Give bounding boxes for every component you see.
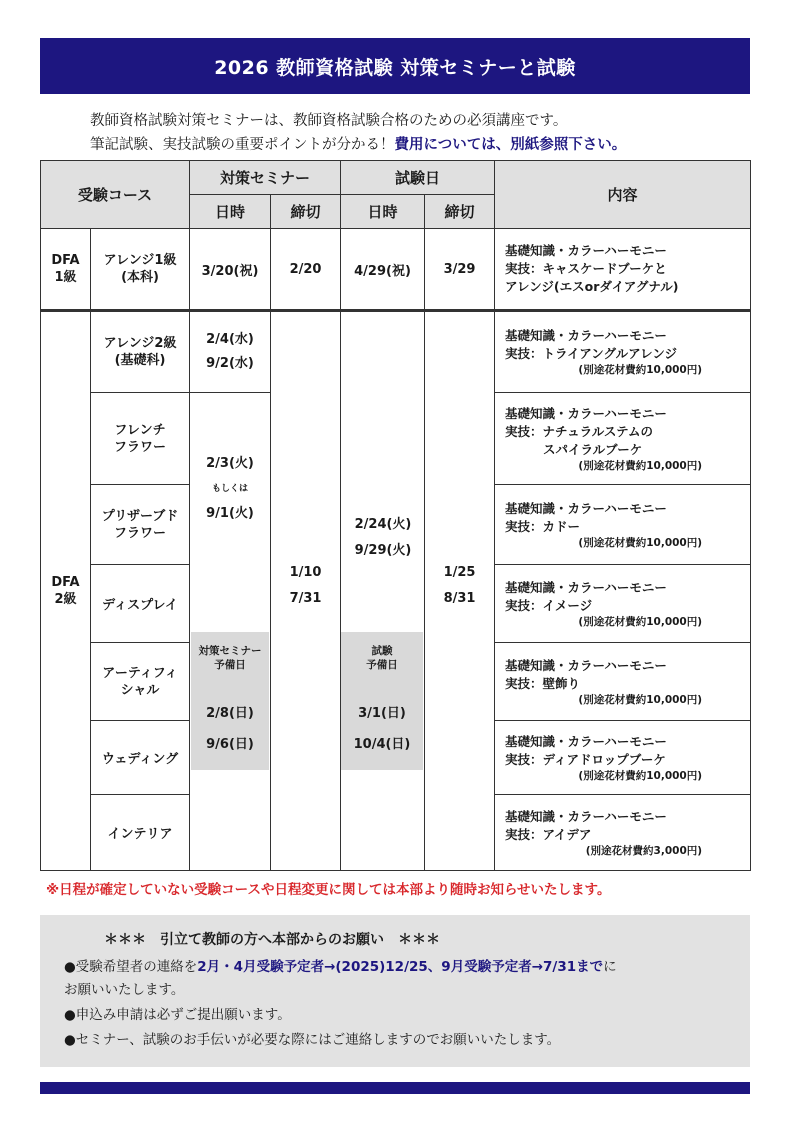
dfa2-exam-dates — [341, 512, 425, 564]
request-heading: ＊＊＊ 引立て教師の方へ本部からのお願い ＊＊＊ — [104, 932, 440, 948]
content-note: (別途花材費約10,000円) — [578, 615, 703, 628]
exam-reserve-box — [341, 632, 423, 770]
content-cell — [495, 795, 751, 871]
dfa1-seminar-date: 3/20(祝) — [190, 229, 271, 311]
content-cell — [495, 643, 751, 721]
common-seminar-date-2: 9/1(火) — [206, 506, 254, 521]
page-title: 2026 教師資格試験 対策セミナーと試験 — [40, 38, 750, 94]
content-cell — [495, 565, 751, 643]
request-item-1-cont: お願いいたします。 — [64, 982, 185, 998]
content-line-3: スパイラルブーケ — [543, 441, 643, 457]
table-row — [41, 311, 751, 393]
content-note: (別途花材費約10,000円) — [578, 459, 703, 472]
intro-line-2-text: 筆記試験、実技試験の重要ポイントが分かる！ — [90, 137, 395, 153]
dfa2-seminar-deadline — [271, 311, 341, 871]
course-name: ウェディング — [91, 721, 190, 795]
seminar-reserve-date-2: 9/6(日) — [206, 737, 254, 752]
content-line-1: 基礎知識・カラーハーモニー — [505, 500, 667, 516]
dfa2-exam-deadline-2: 8/31 — [443, 591, 476, 606]
group-dfa2: DFA 2級 — [41, 311, 91, 871]
dfa1-content — [495, 229, 751, 311]
dfa1-content-2: 実技：キャスケードブーケと — [505, 261, 667, 276]
header-exam-deadline: 締切 — [425, 195, 495, 229]
group-dfa1: DFA 1級 — [41, 229, 91, 311]
seminar-reserve-label: 対策セミナー 予備日 — [198, 645, 262, 671]
course-name: フレンチ フラワー — [91, 393, 190, 485]
course-arrange1: アレンジ1級 (本科) — [91, 229, 190, 311]
intro-line-1: 教師資格試験対策セミナーは、教師資格試験合格のための必須講座です。 — [90, 113, 568, 129]
content-note: (別途花材費約3,000円) — [585, 844, 703, 857]
content-line-2: 実技：壁飾り — [505, 675, 581, 691]
dfa1-exam-deadline: 3/29 — [425, 229, 495, 311]
content-note: (別途花材費約10,000円) — [578, 536, 703, 549]
header-exam: 試験日 — [341, 161, 495, 195]
intro-fee-note: 費用については、別紙参照下さい。 — [394, 137, 627, 153]
dfa1-content-1: 基礎知識・カラーハーモニー — [505, 243, 667, 258]
content-cell — [495, 311, 751, 393]
content-line-1: 基礎知識・カラーハーモニー — [505, 328, 667, 343]
common-seminar-date-1: 2/3(火) — [206, 456, 254, 471]
course-name: プリザーブド フラワー — [91, 485, 190, 565]
arrange2-seminar-date-1: 2/4(水) — [206, 332, 254, 347]
content-cell — [495, 721, 751, 795]
intro-line-2 — [90, 133, 626, 157]
content-line-1: 基礎知識・カラーハーモニー — [505, 579, 667, 595]
common-seminar-or: もしくは — [211, 484, 248, 494]
course-name: アレンジ2級 (基礎科) — [91, 311, 190, 393]
request-box — [40, 915, 750, 1067]
dfa2-exam-date-cell — [341, 311, 425, 871]
exam-reserve-label: 試験 予備日 — [366, 645, 398, 671]
content-line-2: 実技：アイデア — [505, 826, 592, 842]
content-line-1: 基礎知識・カラーハーモニー — [505, 405, 667, 421]
content-line-1: 基礎知識・カラーハーモニー — [505, 657, 667, 673]
seminar-reserve-box — [191, 632, 269, 770]
exam-reserve-date-2: 10/4(日) — [353, 737, 411, 752]
content-line-1: 基礎知識・カラーハーモニー — [505, 808, 667, 824]
exam-reserve-date-1: 3/1(日) — [358, 706, 406, 721]
header-course: 受験コース — [41, 161, 190, 229]
content-line-2: 実技：ナチュラルステムの — [505, 423, 654, 439]
request-item-1-post: に — [603, 959, 617, 975]
table-row-dfa1 — [41, 229, 751, 311]
header-content: 内容 — [495, 161, 751, 229]
content-note: (別途花材費約10,000円) — [578, 364, 703, 376]
request-item-1 — [64, 956, 726, 1002]
header-seminar-date: 日時 — [190, 195, 271, 229]
dfa1-content-3: アレンジ(エスorダイアグナル) — [505, 279, 679, 294]
course-name: アーティフィ シャル — [91, 643, 190, 721]
content-note: (別途花材費約10,000円) — [578, 693, 703, 706]
dfa2-exam-deadline-1: 1/25 — [443, 565, 476, 580]
intro-text — [90, 109, 626, 157]
request-item-1-pre: ●受験希望者の連絡を — [64, 959, 198, 975]
dfa2-exam-deadline — [425, 311, 495, 871]
content-cell — [495, 485, 751, 565]
dfa2-exam-date-2: 9/29(火) — [354, 543, 412, 558]
request-item-2: ●申込み申請は必ずご提出願います。 — [64, 1007, 291, 1023]
course-name: ディスプレイ — [91, 565, 190, 643]
header-seminar-deadline: 締切 — [271, 195, 341, 229]
dfa2-exam-date-1: 2/24(火) — [354, 517, 412, 532]
common-seminar-dates — [190, 452, 270, 521]
footer-rule — [40, 1082, 750, 1094]
content-note: (別途花材費約10,000円) — [578, 769, 703, 782]
request-item-3: ●セミナー、試験のお手伝いが必要な際にはご連絡しますのでお願いいたします。 — [64, 1032, 561, 1048]
course-name: インテリア — [91, 795, 190, 871]
content-cell — [495, 393, 751, 485]
content-line-2: 実技：イメージ — [505, 597, 593, 613]
dfa1-seminar-deadline: 2/20 — [271, 229, 341, 311]
arrange2-seminar-dates — [190, 311, 271, 393]
dfa1-exam-date: 4/29(祝) — [341, 229, 425, 311]
schedule-notice: ※日程が確定していない受験コースや日程変更に関しては本部より随時お知らせいたします。 — [46, 882, 611, 898]
content-line-2: 実技：トライアングルアレンジ — [505, 346, 678, 361]
dfa2-seminar-deadline-1: 1/10 — [289, 565, 322, 580]
request-item-1-deadline: 2月・4月受験予定者→(2025)12/25、9月受験予定者→7/31まで — [197, 959, 604, 975]
content-line-2: 実技：ディアドロップブーケ — [505, 751, 666, 767]
header-seminar: 対策セミナー — [190, 161, 341, 195]
seminar-reserve-date-1: 2/8(日) — [206, 706, 254, 721]
content-line-1: 基礎知識・カラーハーモニー — [505, 733, 667, 749]
content-line-2: 実技：カドー — [505, 518, 581, 534]
arrange2-seminar-date-2: 9/2(水) — [206, 356, 254, 371]
dfa2-seminar-deadline-2: 7/31 — [289, 591, 322, 606]
header-exam-date: 日時 — [341, 195, 425, 229]
